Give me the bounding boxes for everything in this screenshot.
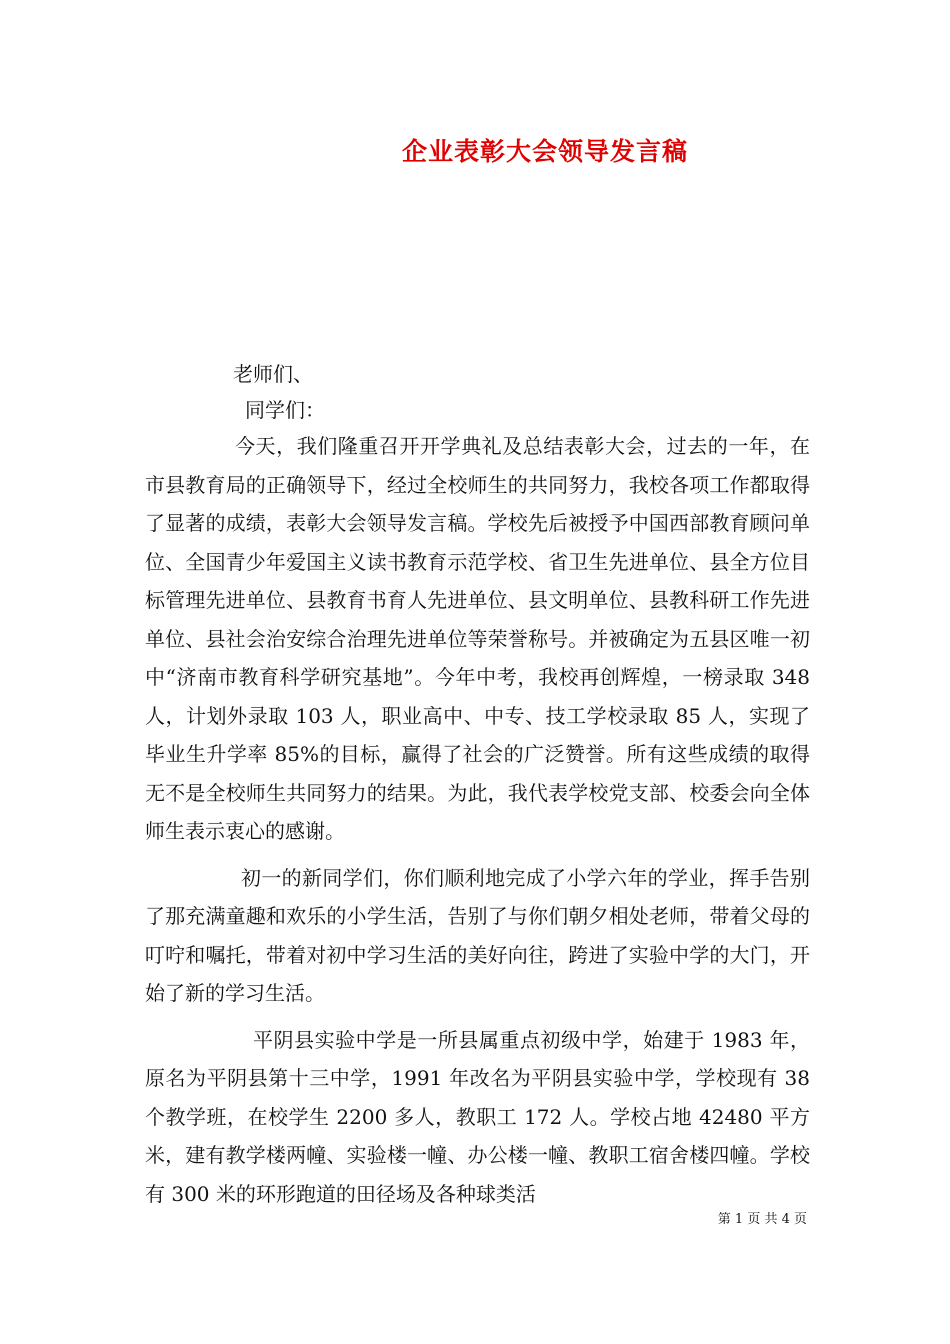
salutation-students: 同学们：: [245, 397, 325, 422]
document-title: 企业表彰大会领导发言稿: [401, 137, 688, 166]
paragraph-new-students: 初一的新同学们，你们顺利地完成了小学六年的学业，挥手告别了那充满童趣和欢乐的小学生活，告别了与你们朝夕相处老师，带着父母的叮咛和嘱托，带着对初中学习生活的美好向往，跨进了实验中学的大门，开始了新的学习生活。: [145, 865, 810, 1005]
document-body: [145, 355, 810, 1213]
paragraph-achievements: 今天，我们隆重召开开学典礼及总结表彰大会，过去的一年，在市县教育局的正确领导下，经过全校师生的共同努力，我校各项工作都取得了显著的成绩，表彰大会领导发言稿。学校先后被授予中国西部教育顾问单位、全国青少年爱国主义读书教育示范学校、省卫生先进单位、县全方位目标管理先进单位、县教育书育人先进单位、县文明单位、县教科研工作先进单位、县社会治安综合治理先进单位等荣誉称号。并被确定为五县区唯一初中“济南市教育科学研究基地”。今年中考，我校再创辉煌，一榜录取 348 人，计划外录取 103 人，职业高中、中专、技工学校录取 85 人，实现了毕业生升学率 85%的目标，赢得了社会的广泛赞誉。所有这些成绩的取得无不是全校师生共同努力的结果。为此，我代表学校党支部、校委会向全体师生表示衷心的感谢。: [145, 434, 810, 843]
salutation-teachers: 老师们、: [233, 362, 313, 386]
page-number-footer: 第 1 页 共 4 页: [717, 1212, 807, 1227]
paragraph-school-intro: 平阴县实验中学是一所县属重点初级中学，始建于 1983 年，原名为平阴县第十三中学，1991 年改名为平阴县实验中学，学校现有 38 个教学班，在校学生 2200 多人，教职工 172 人。学校占地 42480 平方米，建有教学楼两幢、实验楼一幢、办公楼一幢、教职工宿舍楼四幢。学校有 300 米的环形跑道的田径场及各种球类活: [145, 1027, 810, 1206]
